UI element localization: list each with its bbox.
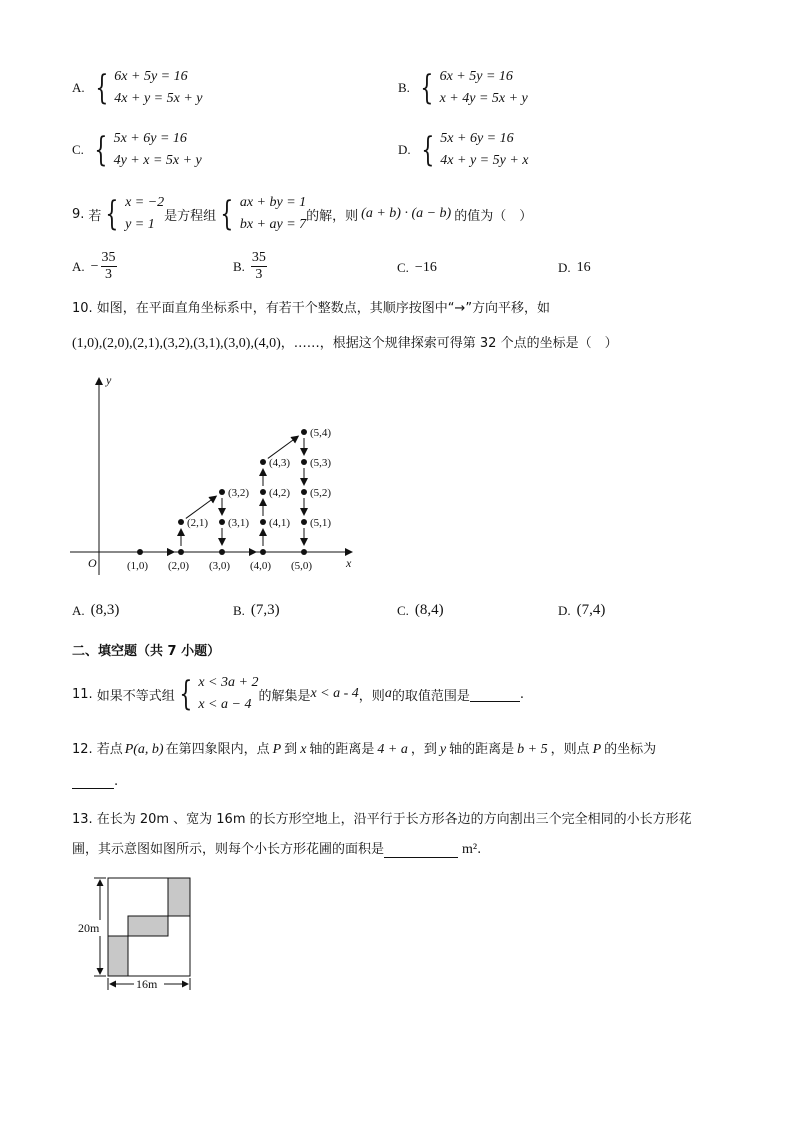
question-text: ，则: [358, 688, 385, 704]
solution-x: x = −2: [125, 195, 165, 210]
origin-label: O: [88, 556, 97, 570]
option-value: (7,4): [576, 602, 606, 618]
question-text: 的解集是: [258, 688, 311, 704]
brace-icon: {: [105, 194, 119, 234]
point-label: (5,4): [310, 427, 332, 439]
inequality: x < 3a + 2: [198, 675, 259, 690]
question-text: 到: [284, 742, 298, 757]
inequality: x < a − 4: [198, 697, 252, 712]
option-label: C.: [397, 602, 409, 618]
question-number: 9.: [72, 206, 85, 222]
equation: bx + ay = 7: [239, 217, 307, 232]
option-value: (8,4): [414, 602, 444, 618]
q10-option-a[interactable]: [72, 602, 119, 619]
variable: P: [592, 742, 602, 757]
option-label: C.: [397, 260, 409, 275]
equation: x + 4y = 5x + y: [439, 91, 528, 106]
q10-option-d[interactable]: [558, 602, 605, 619]
point-label: (4,2): [269, 487, 291, 499]
question-text: 在第四象限内，点: [165, 742, 270, 757]
question-number: 12.: [72, 742, 93, 757]
question-text: 的解，则: [306, 208, 359, 224]
flowerbed-rect: [108, 936, 128, 976]
q9-option-c[interactable]: [397, 260, 437, 276]
question-text: 轴的距离是: [449, 742, 515, 757]
option-label: A.: [72, 602, 85, 618]
question-9: [72, 192, 532, 236]
lattice-point: [260, 489, 266, 495]
option-label: D.: [398, 142, 411, 157]
option-label: D.: [558, 602, 571, 618]
point-label: (5,0): [291, 560, 313, 572]
point-label: (3,1): [228, 517, 250, 529]
equation: 4y + x = 5x + y: [113, 153, 202, 168]
option-label: C.: [72, 142, 84, 157]
solution-set: x < a - 4: [310, 686, 359, 701]
option-value: (7,3): [250, 602, 280, 618]
lattice-point: [137, 549, 143, 555]
question-text: 若: [88, 208, 102, 224]
option-label: A.: [72, 80, 85, 95]
point-label: (3,0): [209, 560, 231, 572]
height-label: 20m: [78, 921, 100, 935]
point-label: (1,0): [127, 560, 149, 572]
lattice-point: [178, 519, 184, 525]
minus-sign: −: [90, 258, 99, 274]
question-text: 的取值范围是: [391, 688, 470, 704]
denominator: 3: [255, 267, 263, 282]
q8-option-c[interactable]: [72, 128, 202, 172]
question-text: 如图，在平面直角坐标系中，有若干个整数点，其顺序按图中“→”方向平移，如: [96, 301, 551, 316]
numerator: 35: [101, 250, 116, 265]
question-12-line1: [72, 738, 656, 758]
lattice-point: [219, 489, 225, 495]
expression: b + 5: [517, 742, 548, 757]
q9-option-b[interactable]: [233, 250, 267, 283]
question-text: 如果不等式组: [96, 688, 175, 704]
lattice-point: [178, 549, 184, 555]
brace-icon: {: [420, 68, 434, 108]
path-arrow: [186, 496, 217, 518]
q9-option-a[interactable]: [72, 250, 117, 283]
numerator: 35: [251, 250, 266, 265]
equation: 5x + 6y = 16: [440, 131, 514, 146]
variable: a: [384, 686, 392, 701]
variable: P: [272, 742, 282, 757]
fraction: [101, 250, 117, 283]
question-13-line2: [72, 838, 481, 858]
question-10-line2: [72, 332, 618, 352]
period: .: [519, 686, 524, 702]
question-10-line1: [72, 297, 550, 316]
point-label: (3,2): [228, 487, 250, 499]
brace-icon: {: [220, 194, 234, 234]
x-axis-label: x: [346, 556, 352, 570]
q8-option-d[interactable]: [398, 128, 528, 172]
lattice-point: [301, 549, 307, 555]
question-11: [72, 672, 524, 716]
equation: 4x + y = 5x + y: [114, 91, 203, 106]
answer-blank[interactable]: [384, 843, 458, 858]
lattice-point: [219, 549, 225, 555]
path-arrow: [268, 436, 299, 458]
lattice-point: [260, 519, 266, 525]
solution-y: y = 1: [125, 217, 155, 232]
expression: (a + b) · (a − b): [361, 206, 452, 221]
question-number: 10.: [72, 301, 93, 316]
option-label: B.: [398, 80, 410, 95]
q8-option-b[interactable]: [398, 66, 528, 110]
question-13-line1: [72, 808, 692, 827]
point-label: (4,1): [269, 517, 291, 529]
equation: 5x + 6y = 16: [113, 131, 187, 146]
answer-blank[interactable]: [470, 687, 520, 702]
lattice-point: [301, 489, 307, 495]
lattice-point: [301, 519, 307, 525]
equation: ax + by = 1: [239, 195, 307, 210]
y-axis-label: y: [106, 373, 112, 387]
variable: y: [439, 742, 447, 757]
question-text: 圃，其示意图如图所示，则每个小长方形花圃的面积是: [72, 842, 385, 857]
question-text: ，……，根据这个规律探索可得第 32 个点的坐标是（ ）: [280, 336, 618, 351]
point-label: (2,0): [168, 560, 190, 572]
lattice-point: [301, 459, 307, 465]
question-text: ，则点: [550, 742, 590, 757]
variable: x: [300, 742, 307, 757]
lattice-point: [260, 459, 266, 465]
option-label: B.: [233, 258, 245, 274]
period: .: [114, 774, 119, 789]
question-text: 轴的距离是: [309, 742, 375, 757]
question-number: 13.: [72, 812, 93, 827]
point-label: (5,3): [310, 457, 332, 469]
question-text: 若点: [96, 742, 123, 757]
lattice-point: [301, 429, 307, 435]
coordinate-figure: [62, 370, 362, 580]
option-label: D.: [558, 260, 571, 275]
q10-option-c[interactable]: [397, 602, 444, 619]
answer-blank[interactable]: [72, 774, 114, 789]
question-text: 在长为 20m 、宽为 16m 的长方形空地上，沿平行于长方形各边的方向割出三个完全相同的小长方形花: [96, 812, 692, 827]
option-label: A.: [72, 258, 85, 274]
garden-figure: [72, 868, 202, 998]
lattice-point: [260, 549, 266, 555]
fraction: [251, 250, 267, 283]
q9-option-d[interactable]: [558, 260, 591, 276]
point-label: (5,1): [310, 517, 332, 529]
point-label: (4,3): [269, 457, 291, 469]
q8-option-a[interactable]: [72, 66, 202, 110]
equation: 6x + 5y = 16: [439, 69, 513, 84]
point-label: (4,0): [250, 560, 272, 572]
point: P(a, b): [124, 742, 164, 757]
brace-icon: {: [179, 674, 193, 714]
question-text: 的坐标为: [604, 742, 657, 757]
equation: 4x + y = 5y + x: [440, 153, 529, 168]
point-list: (1,0),(2,0),(2,1),(3,2),(3,1),(3,0),(4,0): [72, 336, 281, 351]
period: .: [477, 842, 482, 857]
denominator: 3: [105, 267, 113, 282]
option-value: 16: [576, 260, 591, 275]
flowerbed-rect: [168, 878, 190, 916]
question-number: 11.: [72, 686, 93, 702]
unit: m²: [462, 842, 478, 857]
option-value: −16: [414, 260, 437, 275]
width-label: 16m: [136, 977, 158, 991]
flowerbed-rect: [128, 916, 168, 936]
point-label: (5,2): [310, 487, 332, 499]
point-label: (2,1): [187, 517, 209, 529]
question-text: 是方程组: [164, 208, 217, 224]
equation: 6x + 5y = 16: [114, 69, 188, 84]
brace-icon: {: [94, 68, 108, 108]
expression: 4 + a: [377, 742, 408, 757]
question-text: 的值为（ ）: [454, 208, 533, 224]
option-value: (8,3): [90, 602, 120, 618]
question-text: ，到: [410, 742, 437, 757]
question-12-line2: [72, 774, 118, 789]
section-heading: 二、填空题（共 7 小题）: [72, 644, 221, 659]
q10-option-b[interactable]: [233, 602, 280, 619]
lattice-point: [219, 519, 225, 525]
brace-icon: {: [420, 130, 434, 170]
brace-icon: {: [94, 130, 108, 170]
option-label: B.: [233, 602, 245, 618]
